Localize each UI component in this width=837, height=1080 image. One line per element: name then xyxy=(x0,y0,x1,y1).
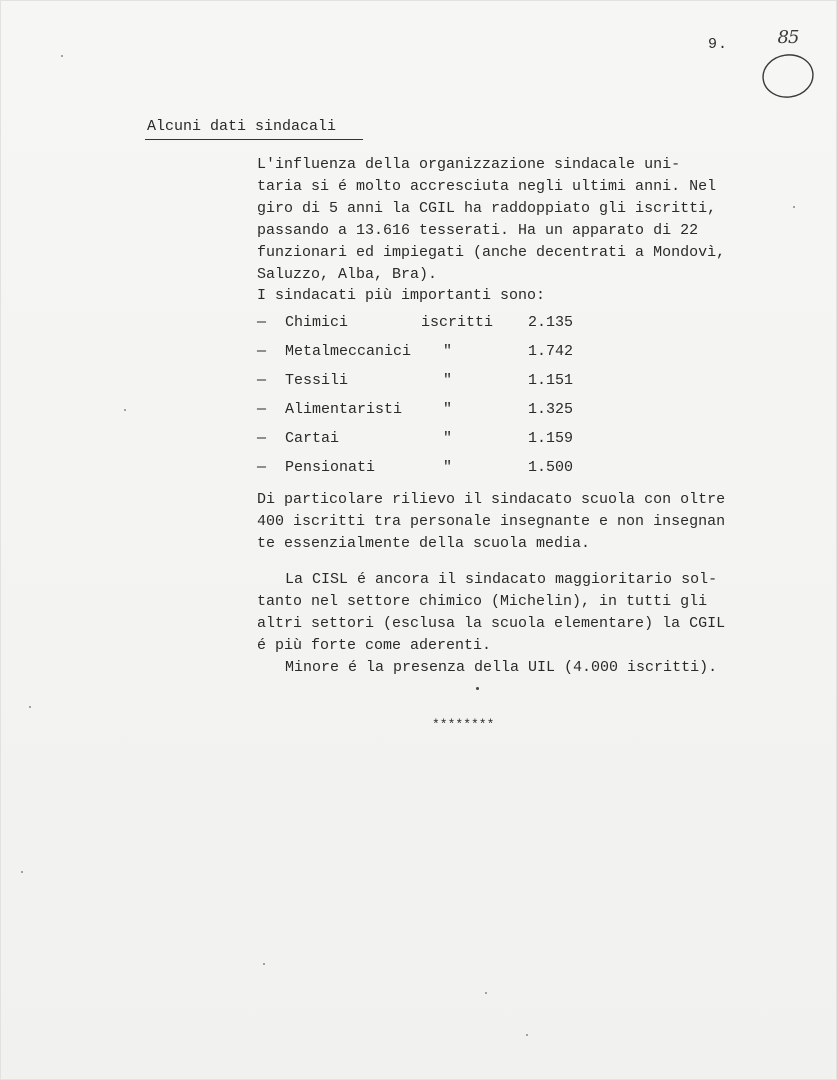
list-dash: — xyxy=(257,459,267,476)
paragraph-line: La CISL é ancora il sindacato maggioritario sol- xyxy=(285,571,718,588)
unions-intro xyxy=(257,285,545,307)
uil-paragraph xyxy=(257,657,717,679)
paragraph-line: L'influenza della organizzazione sindacale uni- xyxy=(257,156,681,173)
union-label: " xyxy=(443,401,453,418)
union-label: " xyxy=(443,343,453,360)
paragraph-line: te essenzialmente della scuola media. xyxy=(257,535,591,552)
union-label: iscritti xyxy=(421,314,494,331)
separator-asterisks: ******** xyxy=(432,717,495,732)
scan-speck xyxy=(263,963,265,965)
union-count: 1.742 xyxy=(528,343,574,360)
paragraph-line: tanto nel settore chimico (Michelin), in tutti gli xyxy=(257,593,708,610)
scan-speck xyxy=(485,992,487,994)
union-count: 1.151 xyxy=(528,372,574,389)
scan-speck xyxy=(29,706,31,708)
paragraph-line: 400 iscritti tra personale insegnante e non insegnan xyxy=(257,513,726,530)
union-name: Metalmeccanici xyxy=(285,343,412,360)
union-count: 1.500 xyxy=(528,459,574,476)
heading-underline xyxy=(145,139,363,140)
union-count: 2.135 xyxy=(528,314,574,331)
archive-stamp-icon xyxy=(761,15,815,65)
paragraph-line: passando a 13.616 tesserati. Ha un apparato di 22 xyxy=(257,222,699,239)
union-name: Chimici xyxy=(285,314,349,331)
paragraph-line: taria si é molto accresciuta negli ultimi anni. Nel xyxy=(257,178,717,195)
union-label: " xyxy=(443,459,453,476)
union-name: Tessili xyxy=(285,372,349,389)
scan-speck xyxy=(793,206,795,208)
union-name: Cartai xyxy=(285,430,340,447)
list-dash: — xyxy=(257,401,267,418)
paragraph-line: Di particolare rilievo il sindacato scuola con oltre xyxy=(257,491,726,508)
paragraph-line: Saluzzo, Alba, Bra). xyxy=(257,266,438,283)
paragraph-line: I sindacati più importanti sono: xyxy=(257,287,546,304)
union-label: " xyxy=(443,372,453,389)
paragraph-line: giro di 5 anni la CGIL ha raddoppiato gli iscritti, xyxy=(257,200,717,217)
ink-dot xyxy=(476,687,479,690)
scan-speck xyxy=(526,1034,528,1036)
paragraph-line: funzionari ed impiegati (anche decentrati a Mondovì, xyxy=(257,244,726,261)
union-name: Alimentaristi xyxy=(285,401,403,418)
paragraph-line: é più forte come aderenti. xyxy=(257,637,492,654)
rilievo-paragraph xyxy=(257,489,725,555)
paragraph-line: Minore é la presenza della UIL (4.000 iscritti). xyxy=(285,659,718,676)
intro-paragraph xyxy=(257,154,725,286)
union-count: 1.159 xyxy=(528,430,574,447)
cisl-paragraph xyxy=(257,569,725,657)
list-dash: — xyxy=(257,343,267,360)
list-dash: — xyxy=(257,314,267,331)
paragraph-line: altri settori (esclusa la scuola elementare) la CGIL xyxy=(257,615,726,632)
section-heading: Alcuni dati sindacali xyxy=(147,118,337,135)
stamp-number: 85 xyxy=(777,27,799,48)
scan-speck xyxy=(21,871,23,873)
union-label: " xyxy=(443,430,453,447)
union-name: Pensionati xyxy=(285,459,376,476)
union-count: 1.325 xyxy=(528,401,574,418)
scan-speck xyxy=(61,55,63,57)
list-dash: — xyxy=(257,430,267,447)
page-number: 9. xyxy=(708,36,729,53)
scan-speck xyxy=(124,409,126,411)
list-dash: — xyxy=(257,372,267,389)
